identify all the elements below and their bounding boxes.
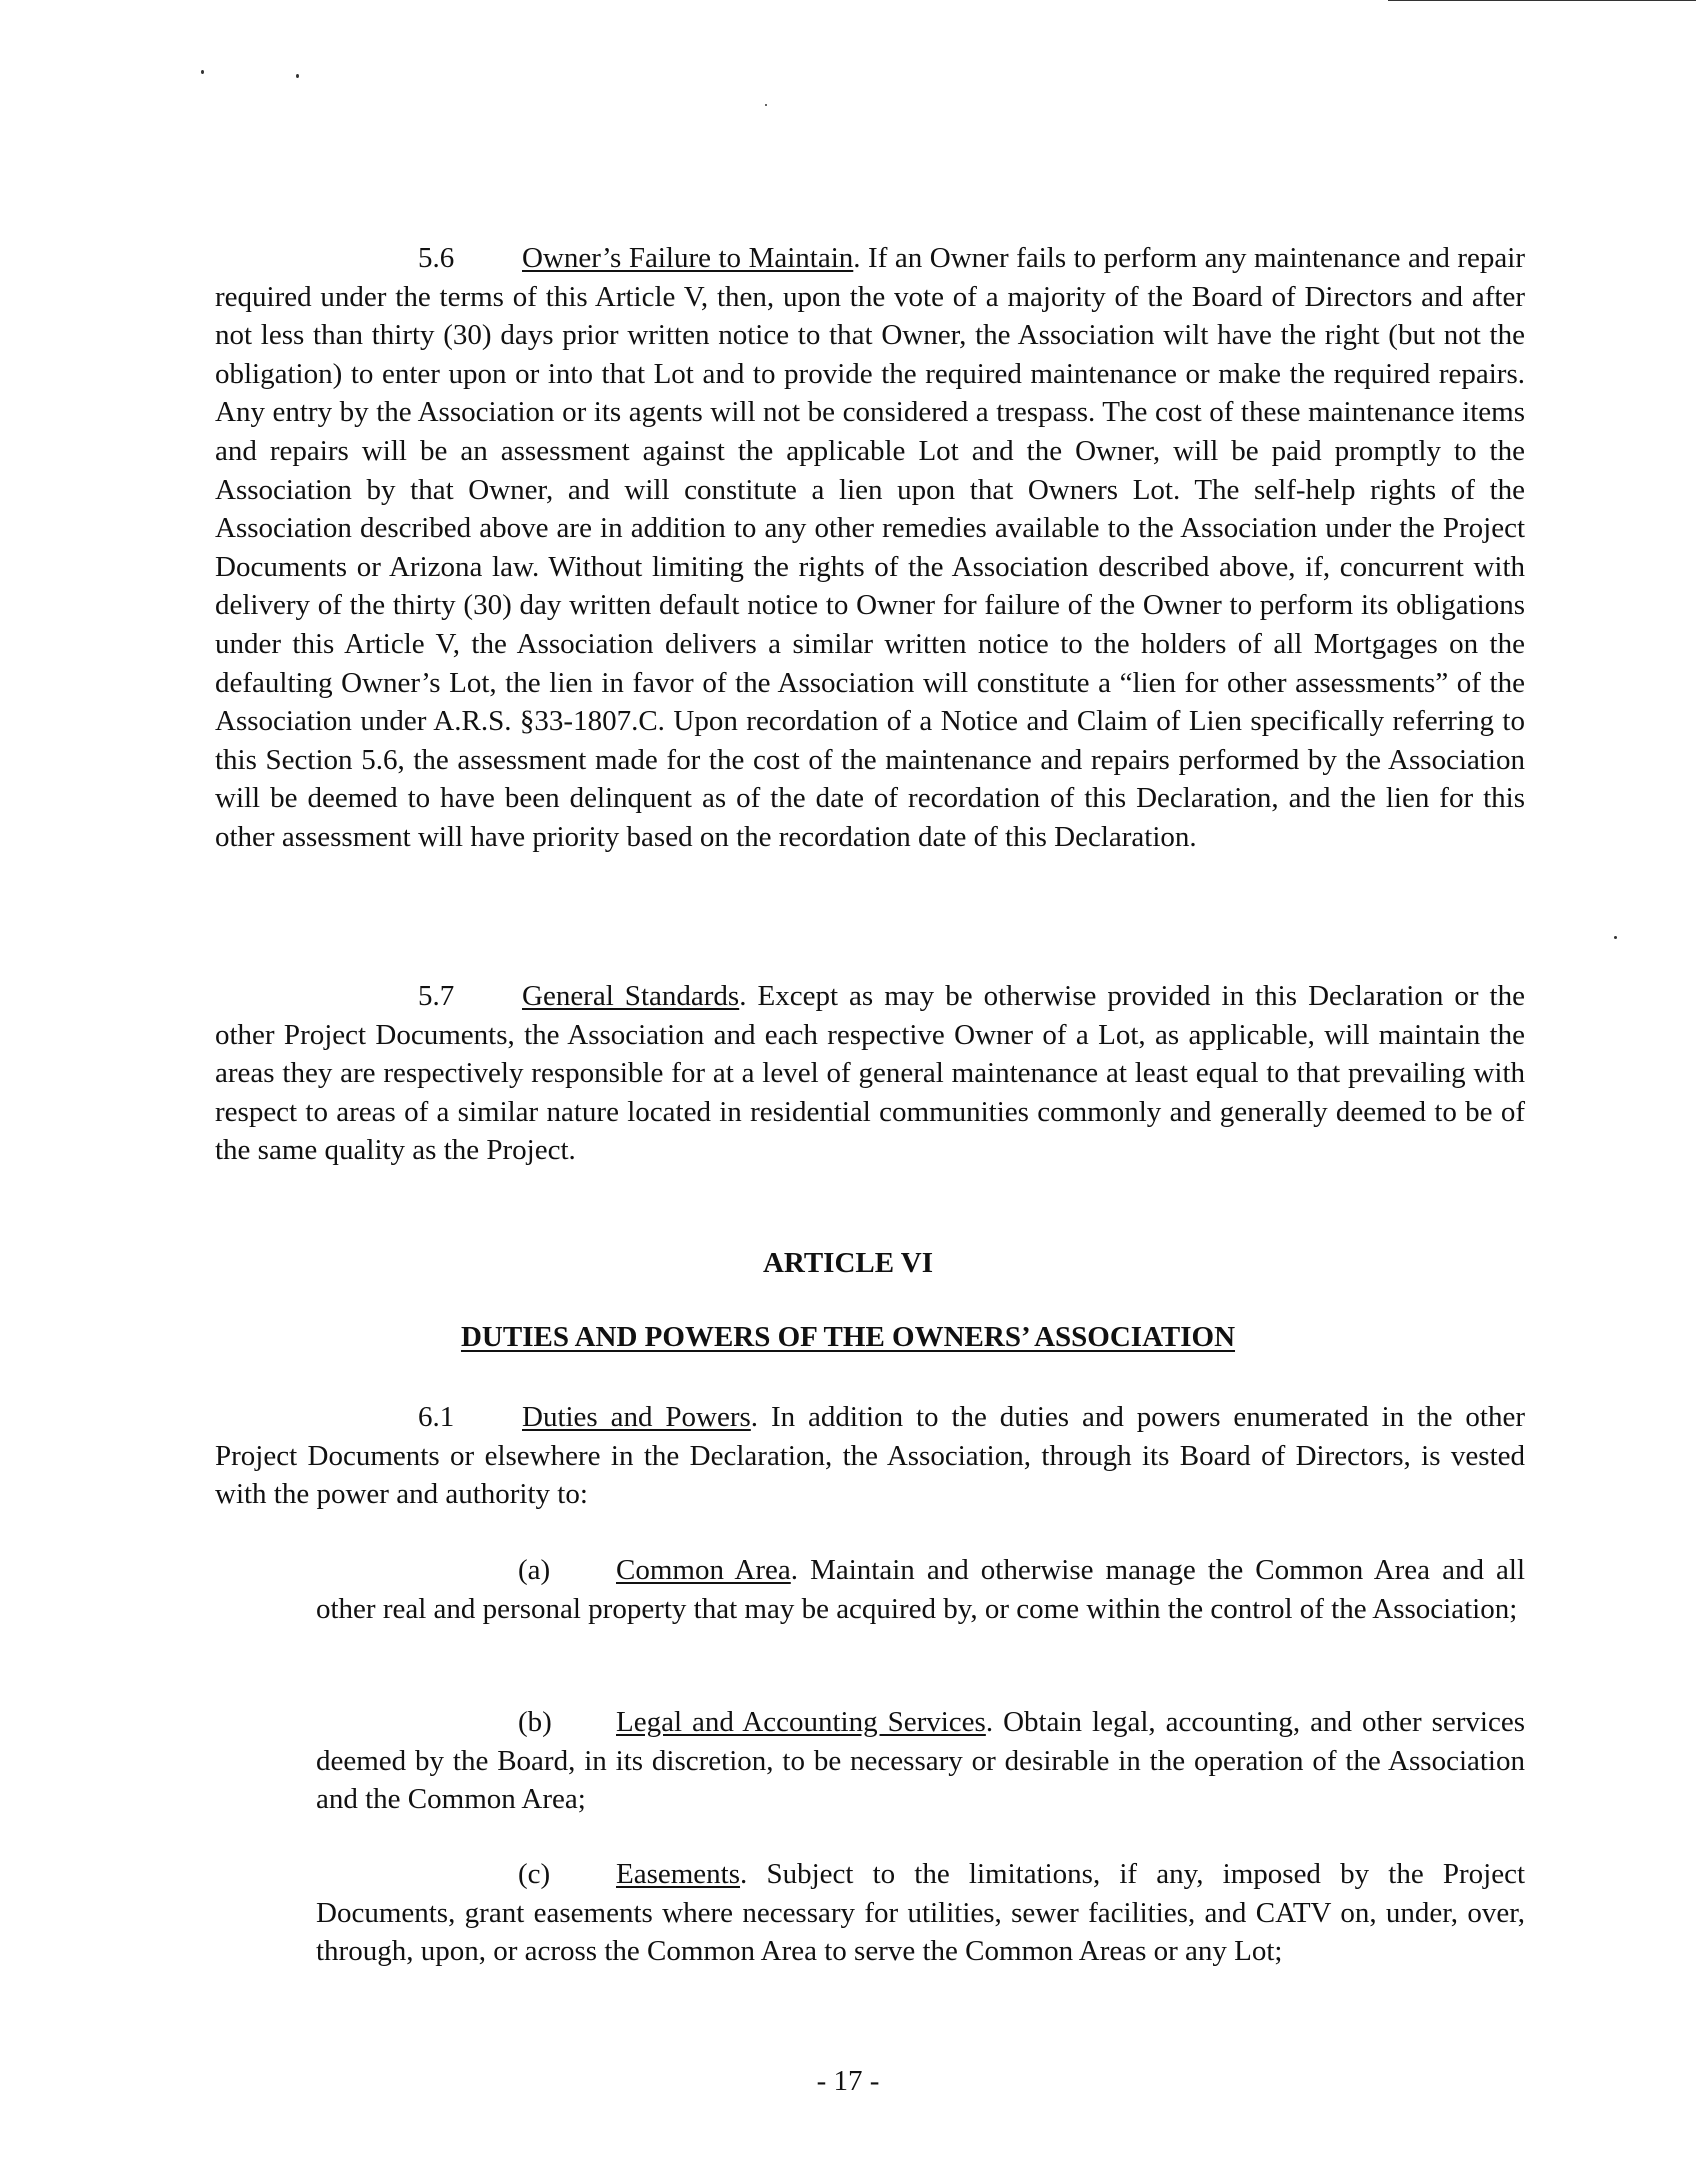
article-label: ARTICLE VI	[762, 1247, 934, 1279]
subsection-a-paragraph: (a) Common Area. Maintain and otherwise manage the Common Area and all other real and personal property that may be acquired by, or come within the control of the Association;	[316, 1551, 1525, 1628]
subsection-title: Easements	[616, 1858, 741, 1890]
scan-speck	[201, 70, 204, 74]
section-title: Duties and Powers	[522, 1401, 751, 1433]
scan-speck	[1614, 936, 1617, 939]
subsection-letter: (a)	[518, 1554, 551, 1586]
scan-speck	[765, 104, 767, 106]
subsection-title: Common Area	[616, 1554, 791, 1586]
subsection-body: Obtain legal, accounting, and other services deemed by the Board, in its discretion, to be necessary or desirable in the operation of the Association and the Common Area;	[316, 1706, 1525, 1816]
section-body: If an Owner fails to perform any maintenance and repair required under the terms of this Article V, then, upon the vote of a majority of the Board of Directors and after not less than thirty (30) days prior written notice to that Owner, the Association wilt have the right (but not the obligation) to enter upon or into that Lot and to provide the required maintenance or make the required repairs. Any entry by the Association or its agents will not be considered a trespass. The cost of these maintenance items and repairs will be an assessment against the applicable Lot and the Owner, will be paid promptly to the Association by that Owner, and will constitute a lien upon that Owners Lot. The self-help rights of the Association described above are in addition to any other remedies available to the Association under the Project Documents or Arizona law. Without limiting the rights of the Association described above, if, concurrent with delivery of the thirty (30) day written default notice to Owner for failure of the Owner to perform its obligations under this Article V, the Association delivers a similar written notice to the holders of all Mortgages on the defaulting Owner’s Lot, the lien in favor of the Association will constitute a “lien for other assessments” of the Association under A.R.S. §33-1807.C. Upon recordation of a Notice and Claim of Lien specifically referring to this Section 5.6, the assessment made for the cost of the maintenance and repairs performed by the Association will be deemed to have been delinquent as of the date of recordation of this Declaration, and the lien for this other assessment will have priority based on the recordation date of this Declaration.	[215, 242, 1526, 853]
subsection-letter: (b)	[518, 1706, 552, 1738]
scan-edge-line	[1388, 0, 1696, 1]
article-title	[0, 1318, 1696, 1357]
section-title: Owner’s Failure to Maintain	[522, 242, 854, 274]
section-5-6-paragraph: 5.6 Owner’s Failure to Maintain. If an Owner fails to perform any maintenance and repair required under the terms of this Article V, then, upon the vote of a majority of the Board of Directors and after not less than thirty (30) days prior written notice to that Owner, the Association wilt have the right (but not the obligation) to enter upon or into that Lot and to provide the required maintenance or make the required repairs. Any entry by the Association or its agents will not be considered a trespass. The cost of these maintenance items and repairs will be an assessment against the applicable Lot and the Owner, will be paid promptly to the Association by that Owner, and will constitute a lien upon that Owners Lot. The self-help rights of the Association described above are in addition to any other remedies available to the Association under the Project Documents or Arizona law. Without limiting the rights of the Association described above, if, concurrent with delivery of the thirty (30) day written default notice to Owner for failure of the Owner to perform its obligations under this Article V, the Association delivers a similar written notice to the holders of all Mortgages on the defaulting Owner’s Lot, the lien in favor of the Association will constitute a “lien for other assessments” of the Association under A.R.S. §33-1807.C. Upon recordation of a Notice and Claim of Lien specifically referring to this Section 5.6, the assessment made for the cost of the maintenance and repairs performed by the Association will be deemed to have been delinquent as of the date of recordation of this Declaration, and the lien for this other assessment will have priority based on the recordation date of this Declaration.	[215, 239, 1525, 857]
subsection-title: Legal and Accounting Services	[616, 1706, 986, 1738]
subsection-c-paragraph: (c) Easements. Subject to the limitations, if any, imposed by the Project Documents, grant easements where necessary for utilities, sewer facilities, and CATV on, under, over, through, upon, or across the Common Area to serve the Common Areas or any Lot;	[316, 1855, 1525, 1971]
page-number: - 17 -	[816, 2065, 880, 2097]
scan-speck	[296, 74, 299, 78]
subsection-body: Maintain and otherwise manage the Common Area and all other real and personal property that may be acquired by, or come within the control of the Association;	[316, 1554, 1526, 1625]
section-number: 5.6	[418, 242, 455, 274]
section-number: 5.7	[418, 980, 455, 1012]
subsection-letter: (c)	[518, 1858, 551, 1890]
article-title-text: DUTIES AND POWERS OF THE OWNERS’ ASSOCIATION	[460, 1321, 1236, 1353]
section-6-1-paragraph: 6.1 Duties and Powers. In addition to the duties and powers enumerated in the other Project Documents or elsewhere in the Declaration, the Association, through its Board of Directors, is vested with the power and authority to:	[215, 1398, 1525, 1514]
section-body: Except as may be otherwise provided in this Declaration or the other Project Documents, the Association and each respective Owner of a Lot, as applicable, will maintain the areas they are respectively responsible for at a level of general maintenance at least equal to that prevailing with respect to areas of a similar nature located in residential communities commonly and generally deemed to be of the same quality as the Project.	[215, 980, 1525, 1167]
section-body: In addition to the duties and powers enumerated in the other Project Documents or elsewhere in the Declaration, the Association, through its Board of Directors, is vested with the power and authority to:	[215, 1401, 1525, 1511]
section-title: General Standards	[522, 980, 740, 1012]
section-5-7-paragraph: 5.7 General Standards. Except as may be otherwise provided in this Declaration or the other Project Documents, the Association and each respective Owner of a Lot, as applicable, will maintain the areas they are respectively responsible for at a level of general maintenance at least equal to that prevailing with respect to areas of a similar nature located in residential communities commonly and generally deemed to be of the same quality as the Project.	[215, 977, 1525, 1170]
subsection-body: Subject to the limitations, if any, imposed by the Project Documents, grant easements where necessary for utilities, sewer facilities, and CATV on, under, over, through, upon, or across the Common Area to serve the Common Areas or any Lot;	[316, 1858, 1526, 1968]
section-number: 6.1	[418, 1401, 455, 1433]
subsection-b-paragraph: (b) Legal and Accounting Services. Obtain legal, accounting, and other services deemed by the Board, in its discretion, to be necessary or desirable in the operation of the Association and the Common Area;	[316, 1703, 1525, 1819]
